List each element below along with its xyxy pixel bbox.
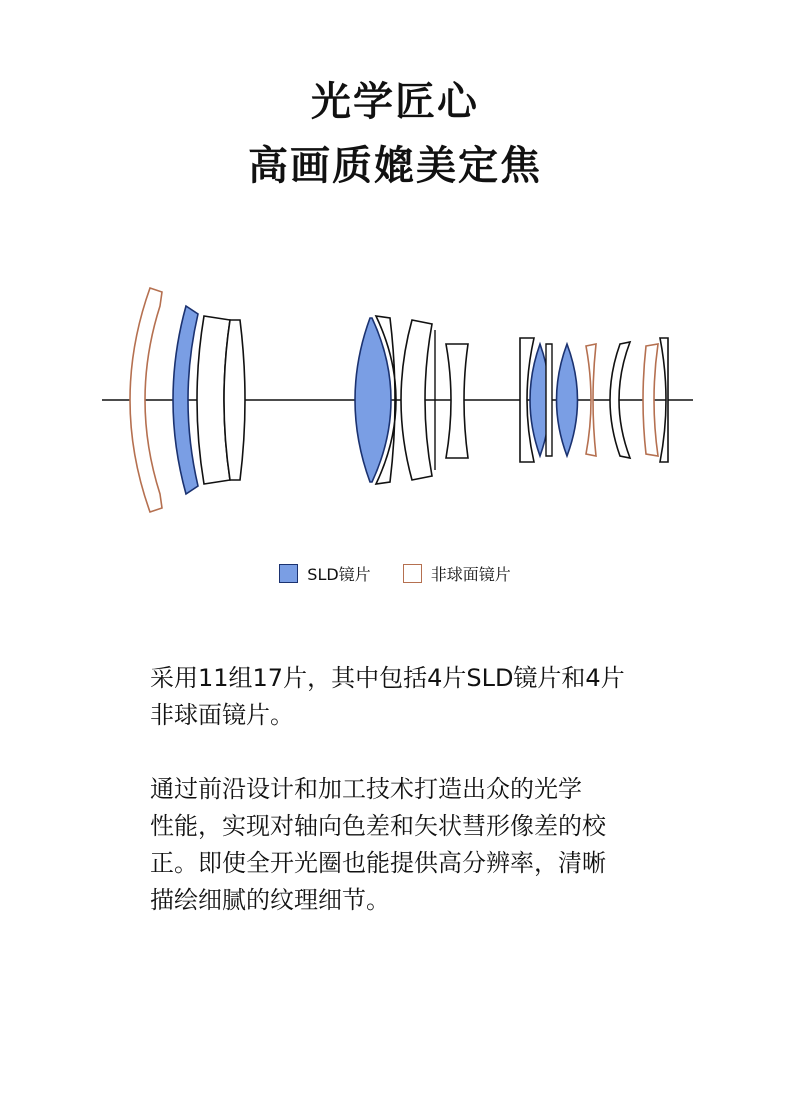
legend-label-aspherical: 非球面镜片 xyxy=(430,565,511,584)
sld-lens-4 xyxy=(557,344,578,456)
description-block xyxy=(150,660,650,956)
lens-cross-section-diagram xyxy=(0,270,790,530)
legend-label-sld: SLD镜片 xyxy=(307,565,371,584)
description-paragraph-2: 通过前沿设计和加工技术打造出众的光学 性能，实现对轴向色差和矢状彗形像差的校 正。即使全开光圈也能提供高分辨率，清晰 描绘细腻的纹理细节。 xyxy=(150,775,606,914)
standard-lens-7 xyxy=(546,344,552,456)
legend-item-aspherical xyxy=(403,562,511,585)
sld-lens-2 xyxy=(355,318,391,482)
description-paragraph-1: 采用11组17片，其中包括4片SLD镜片和4片 非球面镜片。 xyxy=(150,664,625,729)
page-title-line-1: 光学匠心 xyxy=(311,79,479,125)
legend-item-sld xyxy=(279,562,370,585)
sld-swatch xyxy=(279,564,298,583)
title-block xyxy=(0,70,790,198)
aspherical-swatch xyxy=(403,564,422,583)
standard-lens-2 xyxy=(224,320,245,480)
diagram-legend xyxy=(0,562,790,585)
standard-lens-5 xyxy=(446,344,468,458)
page-title-line-2: 高画质媲美定焦 xyxy=(248,143,542,189)
